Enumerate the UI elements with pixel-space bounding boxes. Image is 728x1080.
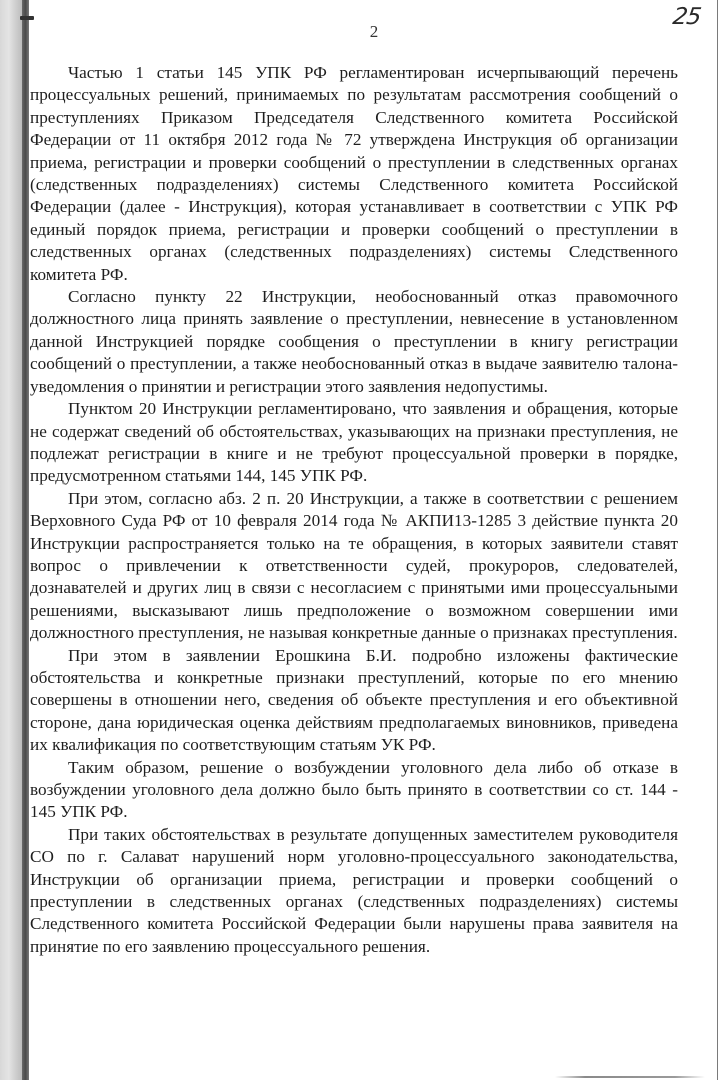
page-right-edge xyxy=(717,0,718,1080)
paragraph-conclusion: Таким образом, решение о возбуждении уголовного дела либо об отказе в возбуждении уголовного дела должно было быть принято в соответствии со ст. 144 - 145 УПК РФ. xyxy=(30,757,678,822)
page-binding-edge xyxy=(22,0,29,1080)
document-body xyxy=(30,62,678,958)
binding-staple-mark xyxy=(20,16,34,20)
page-number: 2 xyxy=(369,22,379,41)
scan-background-left xyxy=(0,0,22,1080)
paragraph-point-20: Пунктом 20 Инструкции регламентировано, что заявления и обращения, которые не содержат сведений об обстоятельствах, указывающих на признаки преступления, не подлежат регистрации в книге и не требуют процессуальной проверки в порядке, предусмотренном статьями 144, 145 УПК РФ. xyxy=(30,399,678,486)
scan-bottom-smudge xyxy=(555,1076,705,1078)
paragraph-point-22: Согласно пункту 22 Инструкции, необоснованный отказ правомочного должностного лица принять заявление о преступлении, невнесение в установленном данной Инструкцией порядке сообщения о преступлении в книгу регистрации сообщений о преступлении, а также необоснованный отказ в выдаче заявителю талона-уведомления о принятии и регистрации этого заявления недопустимы. xyxy=(30,287,678,396)
paragraph-violations: При таких обстоятельствах в результате допущенных заместителем руководителя СО по г. Салават нарушений норм уголовно-процессуального законодательства, Инструкции об организации приема, регистрации и проверки сообщений о преступлении в следственных органах (следственных подразделениях) системы Следственного комитета Российской Федерации были нарушены права заявителя на принятие по его заявлению процессуального решения. xyxy=(30,824,678,956)
handwritten-sheet-number: 25 xyxy=(671,4,703,30)
paragraph-article-145: Частью 1 статьи 145 УПК РФ регламентирован исчерпывающий перечень процессуальных решений, принимаемых по результатам рассмотрения сообщений о преступлениях Приказом Председателя Следственного комитета Российской Федерации от 11 октября 2012 года № 72 утверждена Инструкция об организации приема, регистрации и проверки сообщений о преступлении в следственных органах (следственных подразделениях) системы Следственного комитета Российской Федерации (далее - Инструкция), которая устанавливает в соответствии с УПК РФ единый порядок приема, регистрации и проверки сообщений о преступлении в следственных органах (следственных подразделениях) системы Следственного комитета РФ. xyxy=(30,63,678,284)
paragraph-supreme-court-decision: При этом, согласно абз. 2 п. 20 Инструкции, а также в соответствии с решением Верховного Суда РФ от 10 февраля 2014 года № АКПИ13-1285 3 действие пункта 20 Инструкции распространяется только на те обращения, в которых заявители ставят вопрос о привлечении к ответственности судей, прокуроров, следователей, дознавателей и других лиц в связи с несогласием с принятыми ими процессуальными решениями, высказывают лишь предположение о возможном совершении ими должностного преступления, не называя конкретные данные о признаках преступления. xyxy=(30,488,678,643)
paragraph-eroshkin-statement: При этом в заявлении Ерошкина Б.И. подробно изложены фактические обстоятельства и конкретные признаки преступлений, которые по его мнению совершены в отношении него, сведения об объекте преступления и его объективной стороне, дана юридическая оценка действиям предполагаемых виновников, приведена их квалификация по соответствующим статьям УК РФ. xyxy=(30,645,678,755)
